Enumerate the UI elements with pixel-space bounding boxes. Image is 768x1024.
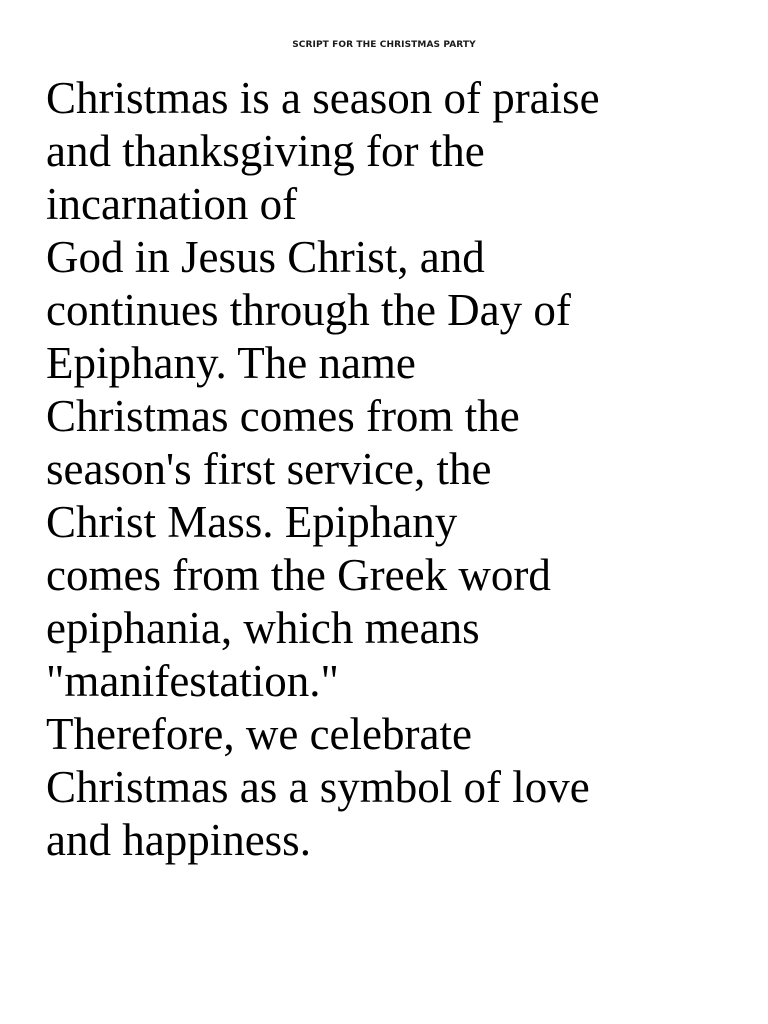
- body-line: Christmas is a season of praise: [46, 73, 600, 123]
- body-line: Christmas as a symbol of love: [46, 762, 590, 812]
- body-line: incarnation of: [46, 179, 298, 229]
- body-line: God in Jesus Christ, and: [46, 232, 485, 282]
- body-line: Christmas comes from the: [46, 391, 520, 441]
- document-title: SCRIPT FOR THE CHRISTMAS PARTY: [292, 40, 476, 50]
- body-line: season's first service, the: [46, 444, 492, 494]
- body-line: and thanksgiving for the: [46, 126, 485, 176]
- body-line: and happiness.: [46, 815, 311, 865]
- body-line: Epiphany. The name: [46, 338, 416, 388]
- body-line: "manifestation.": [46, 656, 339, 706]
- document-body: [46, 72, 746, 867]
- body-line: Therefore, we celebrate: [46, 709, 472, 759]
- body-line: continues through the Day of: [46, 285, 571, 335]
- body-line: epiphania, which means: [46, 603, 480, 653]
- body-line: comes from the Greek word: [46, 550, 551, 600]
- body-line: Christ Mass. Epiphany: [46, 497, 458, 547]
